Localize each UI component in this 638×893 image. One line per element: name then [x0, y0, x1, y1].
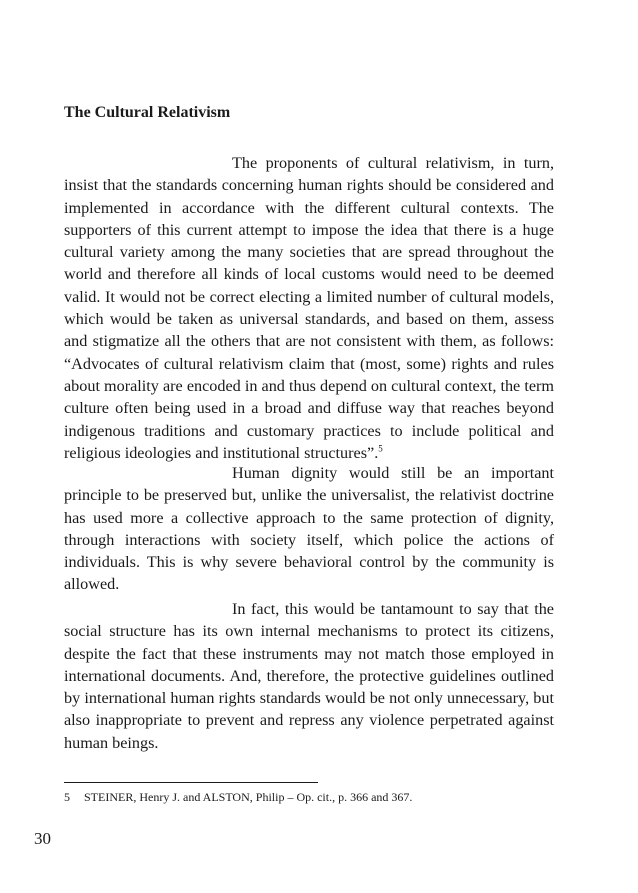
- paragraph-1-text: The proponents of cultural relativism, in turn, insist that the standards concerning human rights should be considered and implemented in accordance with the different cultural contexts. The supporters of this current attempt to impose the idea that there is a huge cultural variety among the many societies that are spread throughout the world and therefore all kinds of local customs would need to be deemed valid. It would not be correct electing a limited number of cultural models, which would be taken as universal standards, and based on them, assess and stigmatize all the others that are not consistent with them, as follows: “Advocates of cultural relativism claim that (most, some) rights and rules about morality are encoded in and thus depend on cultural context, the term culture often being used in a broad and diffuse way that reaches beyond indigenous traditions and customary practices to include political and religious ideologies and institutional structures”.: [64, 154, 554, 462]
- section-heading: The Cultural Relativism: [64, 104, 231, 121]
- footnote-number: 5: [64, 790, 70, 804]
- footnote-reference: 5: [378, 443, 383, 454]
- footnote-divider: [64, 782, 318, 783]
- footnote-text: STEINER, Henry J. and ALSTON, Philip – Op. cit., p. 366 and 367.: [84, 790, 413, 804]
- paragraph-2-text: Human dignity would still be an important principle to be preserved but, unlike the universalist, the relativist doctrine has used more a collective approach to the same protection of dignity, through interactions with society itself, which police the actions of individuals. This is why severe behavioral control by the community is allowed.: [64, 464, 554, 594]
- footnote: [64, 790, 412, 805]
- paragraph-3: [64, 598, 554, 754]
- paragraph-3-text: In fact, this would be tantamount to say that the social structure has its own internal mechanisms to protect its citizens, despite the fact that these instruments may not match those employed in international documents. And, therefore, the protective guidelines outlined by international human rights standards would be not only unnecessary, but also inappropriate to prevent and repress any violence perpetrated against human beings.: [64, 600, 554, 752]
- page-number: 30: [34, 829, 51, 848]
- paragraph-2: [64, 462, 554, 596]
- paragraph-1: [64, 152, 554, 464]
